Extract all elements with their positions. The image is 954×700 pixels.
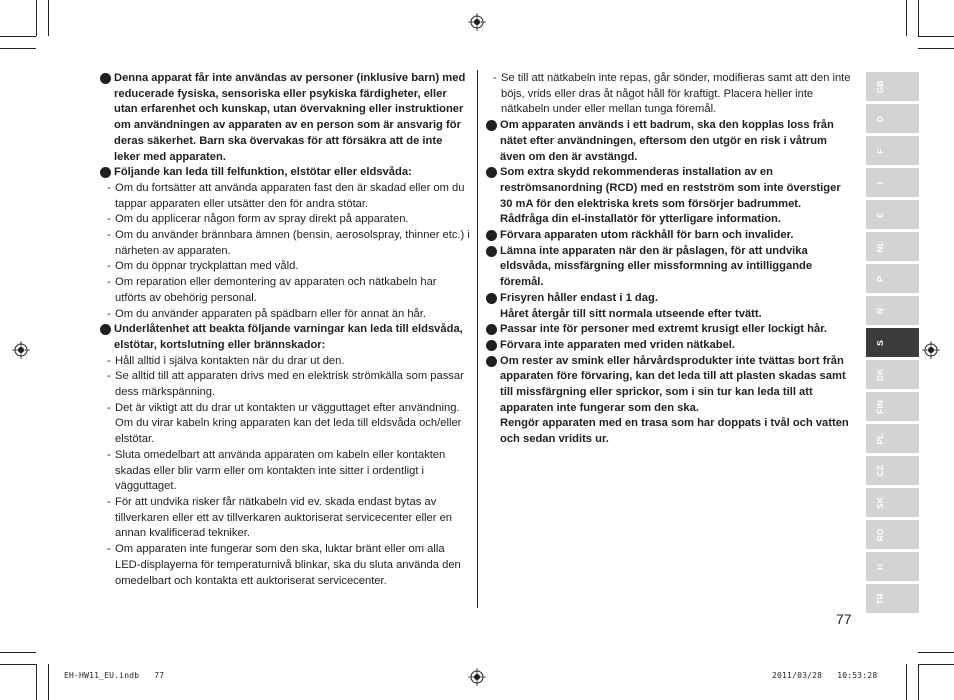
sub-item: - Om apparaten inte fungerar som den ska, luktar bränt eller om alla LED-displayerna för temperaturnivå blinkar, ska du sluta använda den omedelbart och kontakta ett auktoriserat servicecenter. xyxy=(107,543,461,587)
bullet-icon xyxy=(486,167,497,178)
sub-item: - Om du använder brännbara ämnen (bensin, aerosolspray, thinner etc.) i närheten av apparaten. xyxy=(107,229,470,257)
sub-item: - Om reparation eller demontering av apparaten och nätkabeln har utförts av obehörig personal. xyxy=(107,276,437,304)
page-number: 77 xyxy=(836,611,852,627)
tab-pl[interactable]: PL xyxy=(866,424,919,453)
tab-h[interactable]: H xyxy=(866,552,919,581)
list-item: Om rester av smink eller hårvårdsprodukter inte tvättas bort från apparaten före förvaring, kan det leda till att plasten skadas samt till missfärgning eller sprickor, som i sin tur kan leda till att apparaten inte fungerar som den ska. xyxy=(486,354,852,417)
sub-item: - För att undvika risker får nätkabeln vid ev. skada endast bytas av tillverkaren eller ett av tillverkaren auktoriserat servicecenter eller en annan kvalificerad tekniker. xyxy=(107,495,453,540)
tab-n[interactable]: N xyxy=(866,296,919,325)
language-tabs xyxy=(866,72,919,616)
continuation-text: Rengör apparaten med en trasa som har doppats i tvål och vatten och sedan vridits ur. xyxy=(500,417,849,446)
tab-gb[interactable]: GB xyxy=(866,72,919,101)
sub-item: - Sluta omedelbart att använda apparaten om kabeln eller kontakten skadas eller blir varm eller om kontakten inte sitter i ordentligt i vägguttaget. xyxy=(107,448,446,493)
bullet-icon xyxy=(486,246,497,257)
registration-mark-icon xyxy=(468,668,486,686)
list-item: Förvara inte apparaten med vriden nätkabel. xyxy=(486,338,852,354)
list-item: Om apparaten används i ett badrum, ska den kopplas loss från nätet efter användningen, eftersom den utgör en risk i våtrum även om den är avstängd. xyxy=(486,118,852,165)
crop-mark xyxy=(0,48,36,49)
list-item: Frisyren håller endast i 1 dag. xyxy=(486,291,852,307)
bullet-icon xyxy=(100,73,111,84)
crop-mark xyxy=(918,0,919,36)
bullet-icon xyxy=(486,230,497,241)
tab-fin[interactable]: FIN xyxy=(866,392,919,421)
sub-item: - Se alltid till att apparaten drivs med en elektrisk strömkälla som passar dess märkspänning. xyxy=(107,370,464,399)
tab-p[interactable]: P xyxy=(866,264,919,293)
footer-timestamp: 2011/03/28 10:53:28 xyxy=(772,671,878,680)
crop-mark xyxy=(918,664,919,700)
list-item: Följande kan leda till felfunktion, elstötar eller eldsvåda: xyxy=(100,165,470,181)
crop-mark xyxy=(906,664,907,700)
crop-mark xyxy=(36,664,37,700)
crop-mark xyxy=(0,664,36,665)
tab-i[interactable]: I xyxy=(866,168,919,197)
tab-ro[interactable]: RO xyxy=(866,520,919,549)
sub-item: - Om du fortsätter att använda apparaten fast den är skadad eller om du tappar apparaten eller utsätter den för andra stötar. xyxy=(107,181,465,210)
registration-mark-icon xyxy=(922,341,940,359)
tab-e[interactable]: E xyxy=(866,200,919,229)
list-item: Förvara apparaten utom räckhåll för barn och invalider. xyxy=(486,228,852,244)
crop-mark xyxy=(918,36,954,37)
sub-item: - Se till att nätkabeln inte repas, går sönder, modifieras samt att den inte böjs, vrids eller dras åt något håll för kraftigt. Placera heller inte nätkabeln under eller mellan tunga föremål. xyxy=(493,72,851,116)
bullet-icon xyxy=(486,340,497,351)
crop-mark xyxy=(918,652,954,653)
left-column xyxy=(100,71,470,589)
registration-mark-icon xyxy=(12,341,30,359)
sub-item: - Om du använder apparaten på spädbarn eller för annat än hår. xyxy=(107,307,426,320)
bullet-icon xyxy=(486,324,497,335)
crop-mark xyxy=(918,48,954,49)
crop-mark xyxy=(0,36,36,37)
crop-mark xyxy=(0,652,36,653)
bullet-icon xyxy=(486,293,497,304)
right-column xyxy=(486,71,852,448)
tab-f[interactable]: F xyxy=(866,136,919,165)
list-item: Denna apparat får inte användas av personer (inklusive barn) med reducerade fysiska, sensoriska eller psykiska färdigheter, eller utan erfarenhet och kunskap, utan övervakning eller instruktioner om användningen av apparaten av en person som är ansvarig för deras säkerhet. Barn ska övervakas för att försäkra att de inte leker med apparaten. xyxy=(100,71,470,165)
crop-mark xyxy=(48,664,49,700)
sub-item: - Det är viktigt att du drar ut kontakten ur vägguttaget efter användning. Om du virar kabeln kring apparaten kan det leda till eldsvåda och/eller elstötar. xyxy=(107,401,462,446)
crop-mark xyxy=(918,664,954,665)
tab-s[interactable]: S xyxy=(866,328,919,357)
bullet-icon xyxy=(486,120,497,131)
list-item: Underlåtenhet att beakta följande varningar kan leda till eldsvåda, elstötar, kortslutning eller brännskador: xyxy=(100,322,470,353)
tab-sk[interactable]: SK xyxy=(866,488,919,517)
tab-cz[interactable]: CZ xyxy=(866,456,919,485)
column-divider xyxy=(477,70,478,608)
bullet-icon xyxy=(100,167,111,178)
list-item: Passar inte för personer med extremt krusigt eller lockigt hår. xyxy=(486,322,852,338)
tab-dk[interactable]: DK xyxy=(866,360,919,389)
sub-item: - Om du applicerar någon form av spray direkt på apparaten. xyxy=(107,213,409,226)
sub-item: - Om du öppnar tryckplattan med våld. xyxy=(107,260,299,273)
tab-nl[interactable]: NL xyxy=(866,232,919,261)
bullet-icon xyxy=(100,324,111,335)
continuation-text: Håret återgår till sitt normala utseende efter tvätt. xyxy=(500,307,762,320)
sub-item: - Håll alltid i själva kontakten när du drar ut den. xyxy=(107,354,345,367)
list-item: Lämna inte apparaten när den är påslagen, för att undvika eldsvåda, missfärgning eller missformning av intilliggande föremål. xyxy=(486,244,852,291)
tab-d[interactable]: D xyxy=(866,104,919,133)
registration-mark-icon xyxy=(468,13,486,31)
bullet-icon xyxy=(486,356,497,367)
crop-mark xyxy=(906,0,907,36)
list-item: Som extra skydd rekommenderas installation av en reströmsanordning (RCD) med en restström som inte överstiger 30 mA för den elektriska krets som försörjer badrummet. Rådfråga din el-installatör för ytterligare information. xyxy=(486,165,852,228)
crop-mark xyxy=(36,0,37,36)
crop-mark xyxy=(48,0,49,36)
tab-tr[interactable]: TR xyxy=(866,584,919,613)
footer-file: EH-HW11_EU.indb 77 xyxy=(64,671,165,680)
